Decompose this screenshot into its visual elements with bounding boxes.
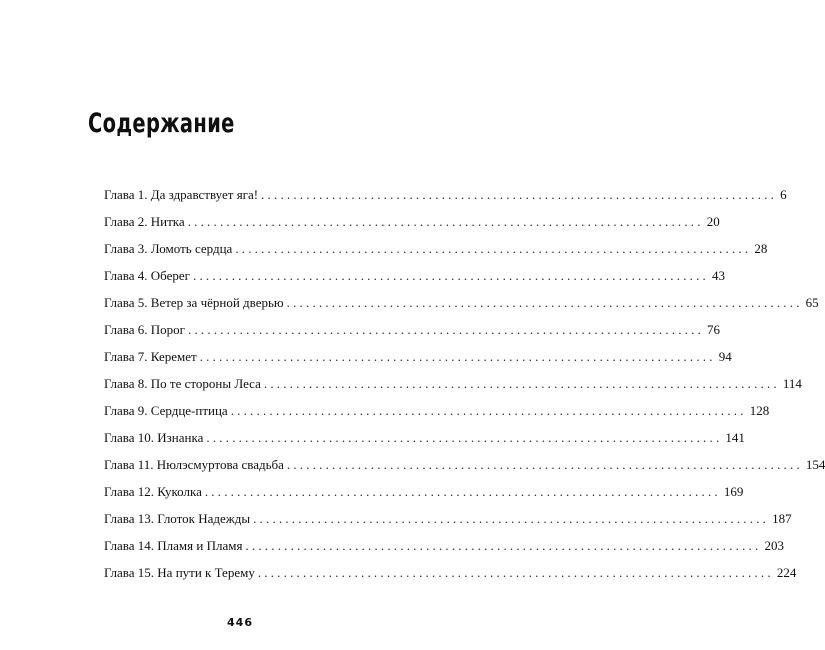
- toc-entry: [104, 537, 784, 564]
- toc-entry-page: 94: [718, 349, 732, 364]
- toc-entry-label: Глава 15. На пути к Терему: [104, 565, 255, 580]
- dot-leader: ................................................................................: [204, 484, 721, 499]
- dot-leader: ................................................................................: [188, 322, 705, 337]
- dot-leader: ................................................................................: [286, 295, 803, 310]
- toc-entry: [104, 213, 720, 240]
- toc-entry-label: Глава 10. Изнанка: [104, 430, 204, 445]
- toc-entry-page: 28: [754, 241, 768, 256]
- table-of-contents: [104, 186, 825, 591]
- dot-leader: ................................................................................: [253, 511, 770, 526]
- toc-entry-page: 203: [764, 538, 784, 553]
- toc-entry: [104, 429, 745, 456]
- dot-leader: ................................................................................: [193, 268, 709, 283]
- toc-entry-label: Глава 6. Порог: [104, 322, 186, 337]
- toc-entry-label: Глава 12. Куколка: [104, 484, 202, 499]
- page-number: 446: [227, 616, 253, 629]
- toc-entry-page: 76: [707, 322, 721, 337]
- toc-entry: [104, 402, 770, 429]
- dot-leader: ................................................................................: [235, 241, 752, 256]
- toc-entry-page: 128: [749, 403, 770, 418]
- dot-leader: ................................................................................: [187, 214, 704, 229]
- toc-entry-page: 187: [772, 511, 792, 526]
- toc-entry-page: 114: [782, 376, 802, 391]
- dot-leader: ................................................................................: [263, 376, 780, 391]
- toc-entry-label: Глава 2. Нитка: [104, 214, 185, 229]
- toc-entry-label: Глава 5. Ветер за чёрной дверью: [104, 295, 284, 310]
- toc-entry-page: 6: [780, 187, 787, 202]
- toc-entry-page: 43: [712, 268, 725, 283]
- toc-entry: [104, 294, 819, 321]
- toc-entry-label: Глава 14. Пламя и Пламя: [104, 538, 243, 553]
- toc-entry: [104, 321, 721, 348]
- toc-entry: [104, 240, 768, 267]
- dot-leader: ................................................................................: [206, 430, 723, 445]
- toc-entry-label: Глава 11. Нюлэсмуртова свадьба: [104, 457, 284, 472]
- dot-leader: ................................................................................: [257, 565, 774, 580]
- dot-leader: ................................................................................: [286, 457, 803, 472]
- toc-entry: [104, 456, 825, 483]
- dot-leader: ................................................................................: [230, 403, 747, 418]
- toc-entry: [104, 348, 732, 375]
- toc-entry-page: 141: [725, 430, 745, 445]
- toc-entry: [104, 186, 787, 213]
- toc-entry: [104, 375, 802, 402]
- toc-entry-page: 154: [805, 457, 825, 472]
- toc-entry-page: 224: [776, 565, 797, 580]
- toc-entry: [104, 564, 797, 591]
- toc-entry-label: Глава 13. Глоток Надежды: [104, 511, 251, 526]
- page-title: Содержание: [88, 108, 235, 139]
- dot-leader: ................................................................................: [199, 349, 716, 364]
- toc-entry: [104, 510, 792, 537]
- toc-entry-page: 65: [805, 295, 819, 310]
- toc-entry: [104, 483, 744, 510]
- toc-entry-label: Глава 4. Оберег: [104, 268, 190, 283]
- toc-entry: [104, 267, 725, 294]
- dot-leader: ................................................................................: [245, 538, 762, 553]
- dot-leader: ................................................................................: [261, 187, 778, 202]
- toc-entry-label: Глава 3. Ломоть сердца: [104, 241, 233, 256]
- toc-entry-label: Глава 8. По те стороны Леса: [104, 376, 261, 391]
- toc-entry-page: 20: [706, 214, 720, 229]
- toc-entry-label: Глава 1. Да здравствует яга!: [104, 187, 259, 202]
- toc-entry-label: Глава 9. Сердце-птица: [104, 403, 228, 418]
- toc-entry-page: 169: [723, 484, 744, 499]
- toc-entry-label: Глава 7. Керемет: [104, 349, 197, 364]
